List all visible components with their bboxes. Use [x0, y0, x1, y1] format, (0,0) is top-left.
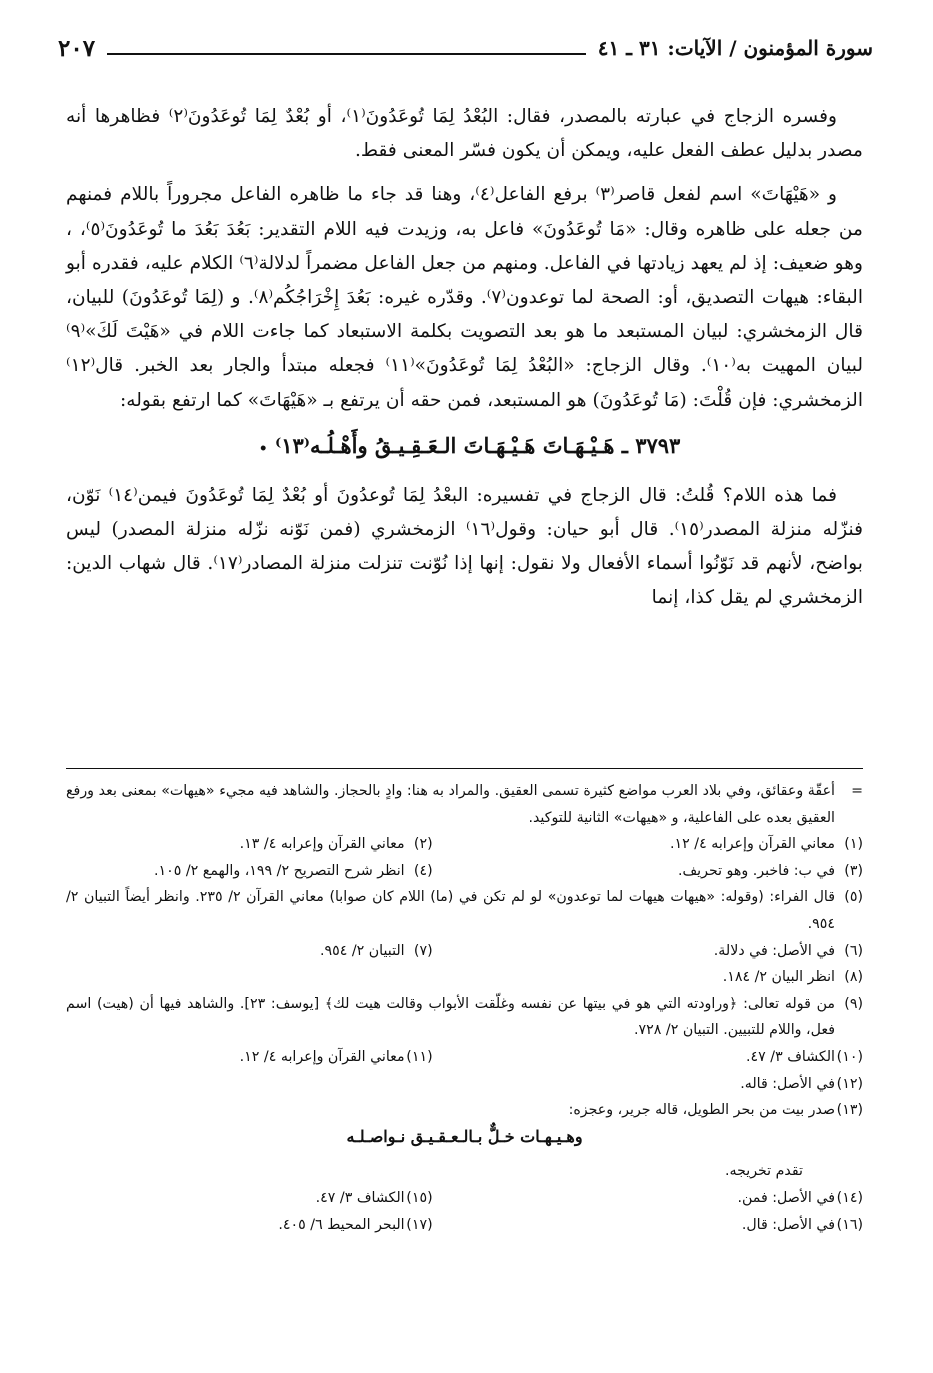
footnote-12 [66, 1071, 863, 1098]
running-title: سورة المؤمنون / الآيات: ٣١ ـ ٤١ [597, 36, 873, 60]
footnote-6 [433, 938, 863, 965]
footnote-14 [433, 1185, 863, 1212]
footnote-text: من قوله تعالى: ﴿وراودته التي هو في بيتها عن نفسه وغلّقت الأبواب وقالت هيت لك﴾ [يوسف: ٢٣]. والشاهد فيها أن (هيت) اسم فعل، واللام للتبيين. التبيان ٢/ ٧٢٨. [66, 995, 835, 1039]
footnote-text: في الأصل: فمن. [737, 1189, 835, 1206]
footnote-text: قال الفراء: (وقوله: «هيهات هيهات لما توعدون» لو لم تكن في (ما) اللام كان صوابا) معاني القرآن ٢/ ٢٣٥. وانظر أيضاً التبيان ٢/ ٩٥٤. [66, 889, 835, 932]
paragraph: و «هَيْهَاتَ» اسم لفعل قاصر⁽٣⁾ برفع الفاعل⁽٤⁾، وهنا قد جاء ما ظاهره الفاعل مجروراً باللام فمنهم من جعله على ظاهره وقال: «مَا تُوعَدُونَ» فاعل به، وزيدت فيه اللام التقدير: بَعُدَ بَعُدَ ما تُوعَدُونَ⁽٥⁾، ، وهو ضعيف: إذ لم يعهد زيادتها في الفاعل. ومنهم من جعل الفاعل مضمراً لدلالة⁽٦⁾ الكلام عليه، فقدره أبو البقاء: هيهات التصديق، أو: الصحة لما توعدون⁽٧⁾. وقدّره غيره: بَعُدَ إِخْرَاجُكُم⁽٨⁾. و (لِمَا تُوعَدُونَ) للبيان، قال الزمخشري: لبيان المستبعد ما هو بعد التصويت بكلمة الاستبعاد كما جاءت اللام في «هَيْتَ لَكَ»⁽٩⁾ لبيان المهيت به⁽١٠⁾. وقال الزجاج: «البُعْدُ لِمَا تُوعَدُونَ»⁽١١⁾ فجعله مبتدأ والجار بعد الخبر. قال⁽١٢⁾ الزمخشري: فإن قُلْتَ: (مَا تُوعَدُونَ) هو المستبعد، فمن حقه أن يرتفع بـ «هَيْهَاتَ» كما ارتفع بقوله: [66, 184, 863, 411]
footnote-3 [433, 858, 863, 885]
paragraph: فما هذه اللام؟ قُلتُ: قال الزجاج في تفسيره: البعْدُ لِمَا تُوعدُونَ أو بُعْدٌ لِمَا تُوعَدُونَ فيمن⁽١٤⁾ نَوّن، فنزّله منزلة المصدر⁽١٥⁾. قال أبو حيان: وقول⁽١٦⁾ الزمخشري (فمن نَوّنه نزّله منزلة المصدر) ليس بواضح، لأنهم قد نَوّنُوا أسماء الأفعال ولا نقول: إنها إذا نُوّنت تنزلت منزلة المصادر⁽١٧⁾. قال شهاب الدين: الزمخشري لم يقل كذا، إنما [66, 484, 863, 609]
footnote-number: (٤) [413, 862, 433, 879]
footnote-number: (٧) [413, 942, 433, 959]
footnote-text: انظر شرح التصريح ٢/ ١٩٩، والهمع ٢/ ١٠٥. [153, 862, 405, 879]
footnote-text: في ب: فاخبر. وهو تحريف. [677, 862, 835, 879]
footnote-text: معاني القرآن وإعرابه ٤/ ١٢. [239, 1048, 405, 1065]
footnote-text: معاني القرآن وإعرابه ٤/ ١٢. [670, 836, 835, 853]
poetry-verse [66, 426, 863, 469]
footnote-13 [66, 1097, 863, 1124]
footnote-17 [66, 1212, 433, 1239]
footnote-number: (٣) [844, 862, 863, 879]
footnote-11 [66, 1044, 433, 1071]
footnote-8 [66, 964, 863, 991]
footnote-16 [433, 1212, 863, 1239]
footnote-text: انظر البيان ٢/ ١٨٤. [722, 969, 835, 986]
footnote-7 [66, 938, 433, 965]
footnote-text: أعقّة وعقائق، وفي بلاد العرب مواضع كثيرة تسمى العقيق. والمراد به هنا: وادٍ بالحجاز. والشاهد فيه مجيء «هيهات» بمعنى بعد ورفع العقيق بعده على الفاعلية، و «هيهات» الثانية للتوكيد. [66, 783, 835, 826]
footnote-13-continuation: تقدم تخريجه. [724, 1163, 803, 1180]
paragraph: وفسره الزجاج في عبارته بالمصدر، فقال: البُعْدُ لِمَا تُوعَدُونَ⁽١⁾، أو بُعْدٌ لِمَا تُوعَدُونَ⁽٢⁾ فظاهرها أنه مصدر بدليل عطف الفعل عليه، ويمكن أن يكون فسّر المعنى فقط. [66, 106, 863, 162]
footnote-number: (١) [844, 836, 863, 853]
footnote-row [66, 858, 863, 885]
footnote-text: التبيان ٢/ ٩٥٤. [319, 942, 405, 959]
footnote-number: (٩) [844, 995, 863, 1012]
footnote-text: معاني القرآن وإعرابه ٤/ ١٣. [239, 836, 405, 853]
footnotes [66, 778, 863, 1238]
footnote-text: الكشاف ٣/ ٤٧. [315, 1189, 405, 1206]
footnote-10 [433, 1044, 863, 1071]
spacer [66, 1150, 863, 1158]
footnote-text: الكشاف ٣/ ٤٧. [746, 1048, 835, 1065]
footnote-number: (١١) [406, 1048, 433, 1065]
footnote-text: في الأصل: في دلالة. [713, 942, 835, 959]
footnote-row [66, 1044, 863, 1071]
footnote-5 [66, 884, 863, 937]
footnote-row [66, 938, 863, 965]
footnote-text: في الأصل: قال. [741, 1216, 835, 1233]
footnote-number: (١٦) [836, 1216, 863, 1233]
footnote-number: (١٥) [406, 1189, 433, 1206]
footnote-number: (٦) [844, 942, 863, 959]
footnote-number: (١٢) [836, 1075, 863, 1092]
footnote-number: (١٣) [836, 1102, 863, 1119]
footnote-1 [433, 831, 863, 858]
footnote-text: صدر بيت من بحر الطويل، قاله جرير، وعجزه: [568, 1102, 835, 1119]
footnote-continuation [66, 778, 863, 831]
footnote-number: (٢) [413, 836, 433, 853]
footnote-number: (٥) [844, 889, 863, 906]
footnote-4 [66, 858, 433, 885]
continuation-mark: = [851, 783, 863, 799]
footnote-row [66, 1212, 863, 1239]
verse-bullet: • [258, 440, 268, 457]
header-rule [107, 53, 586, 55]
footnote-number: (١٤) [836, 1189, 863, 1206]
page-number: ٢٠٧ [58, 34, 96, 62]
footnote-row [66, 831, 863, 858]
footnote-poem-line: وهـيـهـات خـلٌّ بـالـعـقـيـق نـواصـلـه [346, 1126, 583, 1146]
footnote-2 [66, 831, 433, 858]
footnote-row [66, 1185, 863, 1212]
footnote-text: في الأصل: قاله. [740, 1075, 835, 1092]
footnote-9 [66, 991, 863, 1044]
verse-text: ٣٧٩٣ ـ هَـيْـهَـاتَ هَـيْـهَـاتَ الـعَـقِـيـقُ وأَهْـلُـه⁽١٣⁾ [274, 432, 681, 458]
footnote-number: (١٠) [836, 1048, 863, 1065]
footnote-number: (١٧) [406, 1216, 433, 1233]
page-header [58, 28, 873, 68]
footnote-number: (٨) [844, 969, 863, 986]
footnote-separator [66, 768, 863, 769]
main-text [66, 100, 863, 616]
footnote-15 [66, 1185, 433, 1212]
footnote-text: البحر المحيط ٦/ ٤٠٥. [278, 1216, 405, 1233]
